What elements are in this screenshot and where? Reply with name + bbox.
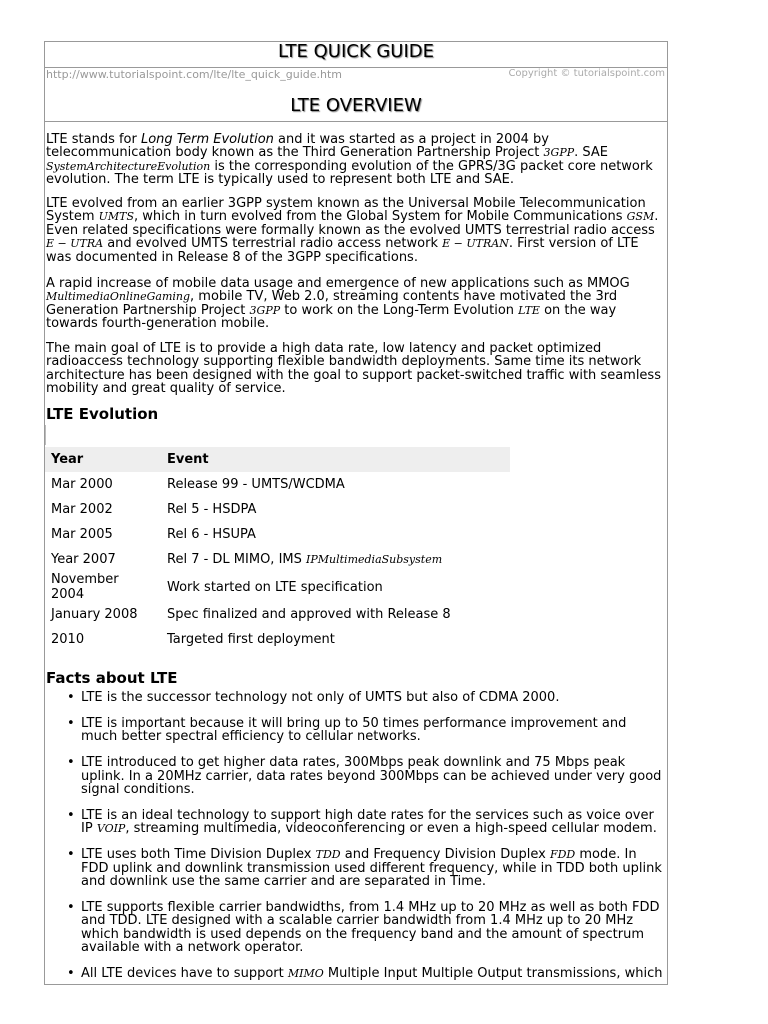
paragraph-1: LTE stands for Long Term Evolution and it was started as a project in 2004 by telecommunication body known as the Third Generation Partnership Project 3GPP. SAE SystemArchitectureEvolution is the corresponding evolution of the GPRS/3G packet core network evolution. The term LTE is typically used to represent both LTE and SAE. (46, 132, 653, 188)
cell-year: Mar 2002 (51, 502, 113, 517)
document-page (44, 41, 668, 985)
list-item: • LTE is important because it will bring up to 50 times performance improvement and much better spectral efficiency to cellular networks. (67, 715, 627, 745)
table-row (45, 497, 510, 522)
paragraph-2: LTE evolved from an earlier 3GPP system known as the Universal Mobile Telecommunication System UMTS, which in turn evolved from the Global System for Mobile Communications GSM. Even related specifications were formally known as the evolved UMTS terrestrial radio access E − UTRA and evolved UMTS terrestrial radio access network E − UTRAN. First version of LTE was documented in Release 8 of the 3GPP specifications. (46, 196, 659, 265)
table-row (45, 547, 510, 572)
evolution-table (45, 447, 510, 652)
facts-list (45, 691, 665, 985)
cell-year: January 2008 (51, 607, 138, 622)
bullet-icon: • (67, 690, 75, 705)
table-row (45, 472, 510, 497)
list-item: • LTE uses both Time Division Duplex TDD and Frequency Division Duplex FDD mode. In FDD uplink and downlink transmission used different frequency, while in TDD both uplink and downlink use the same carrier and are separated in Time. (67, 847, 662, 890)
table-row (45, 602, 510, 627)
heading-facts-about-lte: Facts about LTE (46, 669, 178, 687)
list-item: • LTE is the successor technology not only of UMTS but also of CDMA 2000. (67, 690, 560, 705)
cell-year: Year 2007 (51, 552, 116, 567)
overview-rule (45, 121, 667, 122)
section-title-overview: LTE OVERVIEW (290, 95, 422, 116)
paragraph-3: A rapid increase of mobile data usage and emergence of new applications such as MMOG MultimediaOnlineGaming, mobile TV, Web 2.0, streaming contents have motivated the 3rd Generation Partnership Project 3GPP to work on the Long-Term Evolution LTE on the way towards fourth-generation mobile. (46, 276, 630, 332)
document-title: LTE QUICK GUIDE (277, 41, 435, 62)
paragraph-4: The main goal of LTE is to provide a high data rate, low latency and packet optimized radioaccess technology supporting flexible bandwidth deployments. Same time its network architecture has been designed with the goal to support packet-switched traffic with seamless mobility and great quality of service. (46, 341, 661, 397)
bullet-icon: • (67, 899, 75, 915)
cell-year: 2010 (51, 632, 85, 647)
list-item: • All LTE devices have to support MIMO Multiple Input Multiple Output transmissions, which (67, 966, 663, 982)
table-row (45, 572, 510, 602)
column-header-event: Event (161, 447, 510, 472)
cell-event: Release 99 - UMTS/WCDMA (167, 477, 345, 492)
list-item: • LTE is an ideal technology to support high date rates for the services such as voice over IP VOIP, streaming multimedia, videoconferencing or even a high-speed cellular modem. (67, 807, 657, 837)
source-url[interactable]: http://www.tutorialspoint.com/lte/lte_quick_guide.htm (46, 68, 343, 81)
list-item: • LTE supports flexible carrier bandwidths, from 1.4 MHz up to 20 MHz as well as both FDD and TDD. LTE designed with a scalable carrier bandwidth from 1.4 MHz up to 20 MHz which bandwidth is used depends on the frequency band and the amount of spectrum available with a network operator. (67, 899, 660, 956)
copyright-text: Copyright © tutorialspoint.com (508, 68, 665, 79)
column-header-year: Year (45, 447, 161, 472)
cell-year: Mar 2005 (51, 527, 113, 542)
table-row (45, 522, 510, 547)
section-bar (45, 425, 46, 445)
cell-event: Rel 6 - HSUPA (167, 527, 256, 542)
cell-event: Spec finalized and approved with Release 8 (167, 607, 451, 622)
bullet-icon: • (67, 807, 75, 823)
bullet-icon: • (67, 715, 75, 731)
cell-event: Rel 5 - HSDPA (167, 502, 257, 517)
heading-lte-evolution: LTE Evolution (46, 405, 159, 423)
cell-year: November 2004 (51, 572, 119, 602)
list-item: • LTE introduced to get higher data rates, 300Mbps peak downlink and 75 Mbps peak uplink. In a 20MHz carrier, data rates beyond 300Mbps can be achieved under very good signal conditions. (67, 755, 662, 798)
table-header-row (45, 447, 510, 472)
cell-event: Rel 7 - DL MIMO, IMS IPMultimediaSubsystem (167, 552, 443, 567)
cell-year: Mar 2000 (51, 477, 113, 492)
bullet-icon: • (67, 847, 75, 863)
bullet-icon: • (67, 966, 75, 982)
bullet-icon: • (67, 755, 75, 771)
table-row (45, 627, 510, 652)
cell-event: Targeted first deployment (167, 632, 335, 647)
cell-event: Work started on LTE specification (167, 579, 383, 595)
